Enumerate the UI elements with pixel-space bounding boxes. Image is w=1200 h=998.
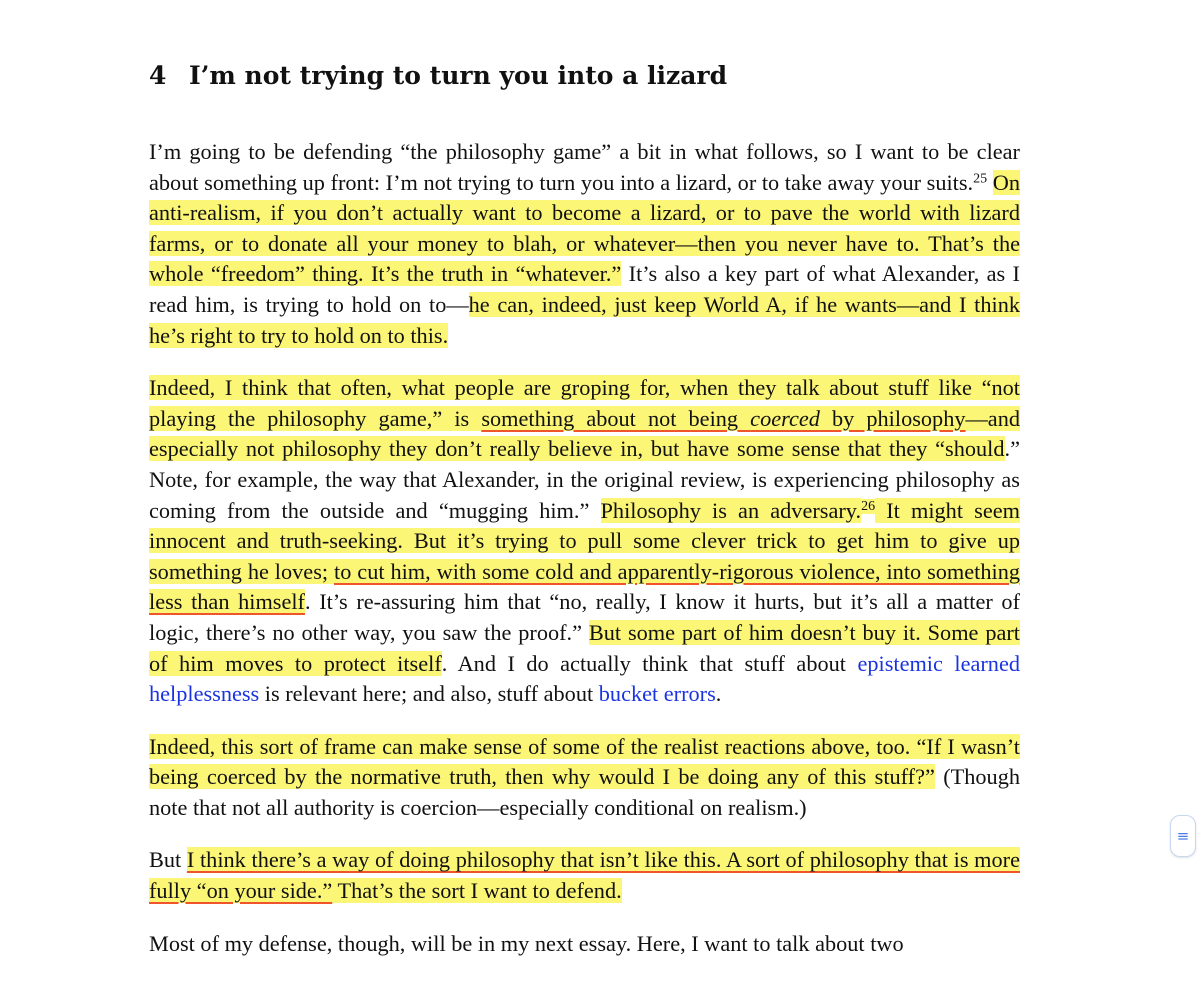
text-span	[987, 170, 993, 195]
highlight[interactable]: Philosophy is an adversary.	[600, 497, 862, 523]
text-span: .” Note, for example, the way that Alexander, in the original review, is experiencing philosophy as coming from the outside and “mugging him.”	[149, 436, 1020, 523]
paragraph-1	[149, 137, 1020, 351]
text-span: But	[149, 847, 187, 873]
highlight[interactable]: But some part of him doesn’t buy it. Some part of him moves to protect itself	[149, 619, 1020, 676]
document-body	[149, 137, 1020, 981]
underlined-highlight[interactable]: to cut him, with some cold and apparently-rigorous violence, into something less than himself	[149, 558, 1020, 615]
text-span: . It’s re-assuring him that “no, really, I know it hurts, but it’s all a matter of logic, there’s no other way, you saw the proof.”	[149, 589, 1020, 645]
text-span: is relevant here; and also, stuff about	[259, 681, 599, 707]
highlight[interactable]: Indeed, I think that often, what people are groping for, when they talk about stuff like “not playing the philosophy game,” is	[149, 375, 1020, 431]
text-span: (Though note that not all authority is coercion—especially conditional on realism.)	[149, 764, 1020, 820]
highlight[interactable]: It might seem innocent and truth-seeking. But it’s trying to pull some clever trick to get him to give up something he loves;	[149, 497, 1021, 584]
underlined-highlight[interactable]	[481, 406, 965, 431]
text-span: something about not being	[481, 405, 751, 431]
highlight[interactable]: Indeed, this sort of frame can make sense of some of the realist reactions above, too. “If I wasn’t being coerced by the normative truth, then why would I be doing any of this stuff?”	[149, 733, 1020, 790]
text-span: .	[715, 681, 722, 707]
section-title: I’m not trying to turn you into a lizard	[189, 61, 728, 90]
text-span: Most of my defense, though, will be in my next essay. Here, I want to talk about two	[149, 930, 904, 956]
section-number: 4	[149, 61, 167, 90]
text-span: It’s also a key part of what Alexander, as I read him, is trying to hold on to—	[149, 261, 1020, 317]
highlight[interactable]: —and especially not philosophy they don’t really believe in, but have some sense that they “should	[149, 405, 1020, 462]
paragraph-5	[149, 929, 1020, 960]
underlined-highlight[interactable]: I think there’s a way of doing philosophy that isn’t like this. A sort of philosophy that is more fully “on your side.”	[149, 847, 1020, 904]
footnote-marker-26[interactable]: 26	[861, 498, 876, 514]
section-heading	[149, 56, 727, 96]
annotation-sidebar-toggle[interactable]	[1170, 815, 1196, 857]
highlight[interactable]: That’s the sort I want to defend.	[332, 878, 622, 904]
highlight[interactable]: On anti-realism, if you don’t actually want to become a lizard, or to pave the world with lizard farms, or to donate all your money to blah, or whatever—then you never have to. That’s the whole “freedom” thing. It’s the truth in “whatever.”	[149, 169, 1020, 287]
text-span: by philosophy	[819, 405, 966, 431]
link-epistemic-learned-helplessness[interactable]: epistemic learned helplessness	[149, 650, 1020, 707]
list-icon: ≡	[1176, 827, 1190, 845]
text-span: I’m going to be defending “the philosophy game” a bit in what follows, so I want to be clear about something up front: I’m not trying to turn you into a lizard, or to take away your suits.	[149, 139, 1020, 195]
text-span: . And I do actually think that stuff about	[441, 650, 858, 676]
paragraph-4	[149, 845, 1020, 906]
link-bucket-errors[interactable]: bucket errors	[598, 681, 716, 707]
footnote-marker-25[interactable]: 25	[973, 170, 988, 186]
italic-text: coerced	[750, 405, 820, 431]
paragraph-3	[149, 732, 1020, 824]
paragraph-2	[149, 373, 1020, 710]
highlight[interactable]: he can, indeed, just keep World A, if he wants—and I think he’s right to try to hold on to this.	[149, 291, 1020, 348]
